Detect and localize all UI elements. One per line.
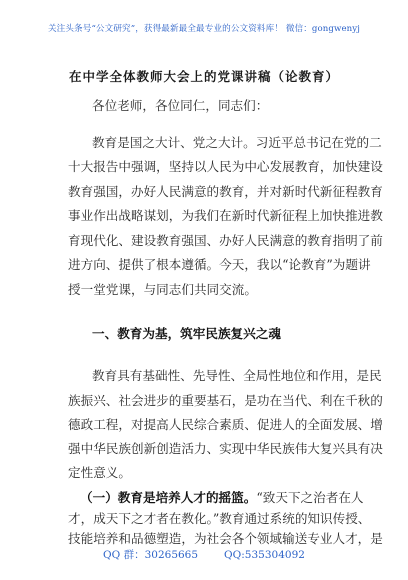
paragraph-line: 定性意义。 (68, 465, 131, 480)
paragraph-line: 育现代化、建设教育强国、办好人民满意的教育指明了前 (68, 233, 383, 248)
footer-qq-group: QQ 群：30265665 (103, 549, 199, 561)
paragraph-line: 十大报告中强调，坚持以人民为中心发展教育，加快建设 (68, 159, 383, 174)
paragraph-line: 授一堂党课，与同志们共同交流。 (68, 282, 257, 297)
document-title: 在中学全体教师大会上的党课讲稿（论教育） (68, 69, 339, 84)
paragraph-line: 才，成天下之才者在教化。”教育通过系统的知识传授、 (68, 511, 371, 526)
footer-qq: QQ:535304092 (224, 549, 305, 561)
paragraph-line: 教育具有基础性、先导性、全局性地位和作用，是民 (92, 368, 382, 383)
header-banner: 关注头条号“公文研究”，获得最新最全最专业的公文资料库！ 微信：gongwenyj (47, 24, 361, 34)
paragraph-line: 教育是国之大计、党之大计。习近平总书记在党的二 (92, 135, 382, 150)
paragraph-line: 族振兴、社会进步的重要基石，是功在当代、利在千秋的 (68, 393, 383, 408)
paragraph-line: 事业作出战略谋划，为我们在新时代新征程上加快推进教 (68, 208, 383, 223)
paragraph-line: 技能培养和品德塑造，为社会各个领域输送专业人才，是 (68, 531, 383, 546)
footer-banner (0, 547, 408, 562)
paragraph-line: 强中华民族创新创造活力、实现中华民族伟大复兴具有决 (68, 441, 383, 456)
section-heading: 一、教育为基，筑牢民族复兴之魂 (92, 326, 281, 341)
paragraph-line: 教育强国，办好人民满意的教育，并对新时代新征程教育 (68, 184, 383, 199)
paragraph-line: 德政工程，对提高人民综合素质、促进人的全面发展、增 (68, 417, 383, 432)
paragraph-line: 进方向、提供了根本遵循。今天，我以“论教育”为题讲 (68, 257, 371, 272)
greeting: 各位老师，各位同仁，同志们： (92, 98, 269, 113)
subsection-heading: （一）教育是培养人才的摇篮。 (80, 490, 257, 505)
subsection-lead-text: “致天下之治者在人 (256, 490, 364, 505)
subsection-lead-line (80, 490, 364, 506)
